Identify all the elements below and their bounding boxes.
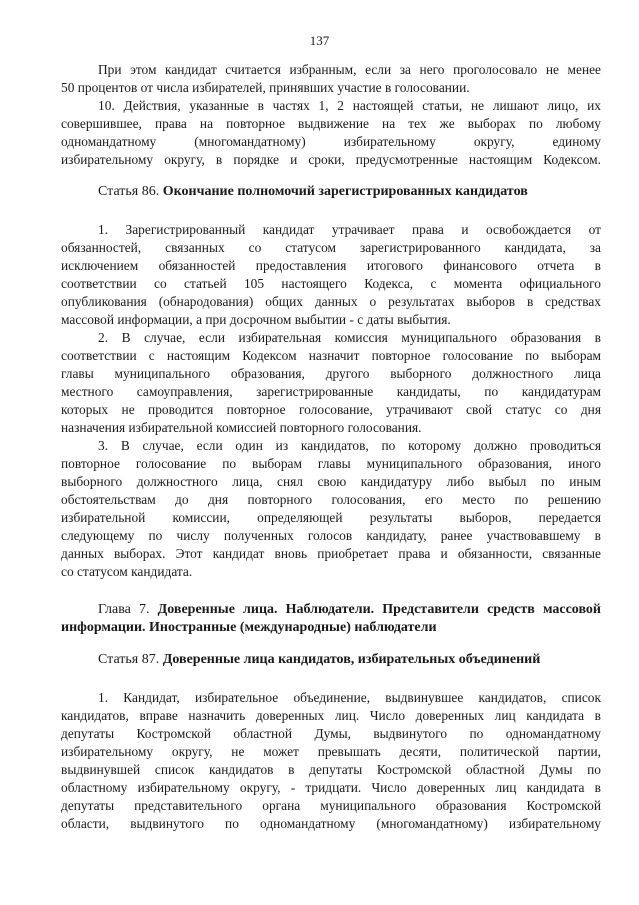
article-86-heading: [98, 183, 528, 201]
text-line: областному избирательному округу, - тридцати. Число доверенных лиц кандидата в: [61, 780, 601, 795]
text-line: кандидатов, вправе назначить доверенных лиц. Число доверенных лиц кандидата в: [61, 708, 601, 723]
text-line: массовой информации, а при досрочном выбытии - с даты выбытия.: [61, 312, 451, 327]
text-line: 10. Действия, указанные в частях 1, 2 настоящей статьи, не лишают лицо, их: [98, 98, 601, 113]
text-line: соответствии с настоящим Кодексом назначит повторное голосование по выборам: [61, 348, 601, 363]
text-line: депутаты Костромской областной Думы, выдвинутого по одномандатному: [61, 726, 601, 741]
text-line: совершившее, права на повторное выдвижение на тех же выборах по любому: [61, 116, 601, 131]
text-line: 1. Зарегистрированный кандидат утрачивает права и освобождается от: [98, 222, 601, 237]
article-title: Доверенные лица кандидатов, избирательных объединений: [162, 652, 541, 667]
text-line: выборного должностного лица, снял свою кандидатуру либо выбыл по иным: [61, 474, 601, 489]
text-line: со статусом кандидата.: [61, 564, 193, 579]
text-line: местного самоуправления, зарегистрированные кандидаты, по кандидатурам: [61, 384, 601, 399]
text-line: выдвинувшей список кандидатов в депутаты Костромской областной Думы по: [61, 762, 601, 777]
text-line: обстоятельствам до дня повторного голосования, его место по решению: [61, 492, 601, 507]
chapter-title-line: Доверенные лица. Наблюдатели. Представители средств массовой: [157, 602, 601, 617]
text-line: избирательной комиссии, определяющей результаты выборов, передается: [61, 510, 601, 525]
text-line: области, выдвинутого по одномандатному (многомандатному) избирательному: [61, 816, 601, 831]
article-number: Статья 87.: [98, 652, 163, 667]
text-line: соответствии со статьей 105 настоящего Кодекса, с момента официального: [61, 276, 601, 291]
text-line: обязанностей, связанных со статусом зарегистрированного кандидата, за: [61, 240, 601, 255]
text-line: одномандатному (многомандатному) избирательному округу, единому: [61, 134, 601, 149]
text-line: данных выборах. Этот кандидат вновь приобретает права и обязанности, связанные: [61, 546, 601, 561]
chapter-7-heading: [98, 601, 601, 619]
text-line: При этом кандидат считается избранным, если за него проголосовало не менее: [98, 62, 601, 77]
text-line: 3. В случае, если один из кандидатов, по которому должно проводиться: [98, 438, 601, 453]
text-line: повторное голосование по выборам главы муниципального образования, иного: [61, 456, 601, 471]
chapter-7-heading-cont: [61, 619, 437, 637]
text-line: которых не проводится повторное голосование, утрачивают свой статус со дня: [61, 402, 601, 417]
text-line: избирательному округу, в порядке и сроки, предусмотренные настоящим Кодексом.: [61, 152, 601, 167]
article-title: Окончание полномочий зарегистрированных кандидатов: [162, 184, 528, 199]
chapter-number: Глава 7.: [98, 602, 158, 617]
text-line: назначения избирательной комиссией повторного голосования.: [61, 420, 422, 435]
page-number: 137: [309, 33, 330, 48]
text-line: депутаты представительного органа муниципального образования Костромской: [61, 798, 601, 813]
article-87-heading: [98, 651, 540, 669]
text-line: 50 процентов от числа избирателей, принявших участие в голосовании.: [61, 80, 470, 95]
text-line: исключением обязанностей предоставления итогового финансового отчета в: [61, 258, 601, 273]
text-line: главы муниципального образования, другого выборного должностного лица: [61, 366, 601, 381]
text-line: 1. Кандидат, избирательное объединение, выдвинувшее кандидатов, список: [98, 690, 601, 705]
chapter-title-line: информации. Иностранные (международные) наблюдатели: [61, 620, 437, 635]
text-line: следующему по числу полученных голосов кандидату, ранее участвовавшему в: [61, 528, 601, 543]
text-line: 2. В случае, если избирательная комиссия муниципального образования в: [98, 330, 601, 345]
text-line: избирательному округу, не может превышать десяти, политической партии,: [61, 744, 601, 759]
article-number: Статья 86.: [98, 184, 163, 199]
text-line: опубликования (обнародования) общих данных о результатах выборов в средствах: [61, 294, 601, 309]
